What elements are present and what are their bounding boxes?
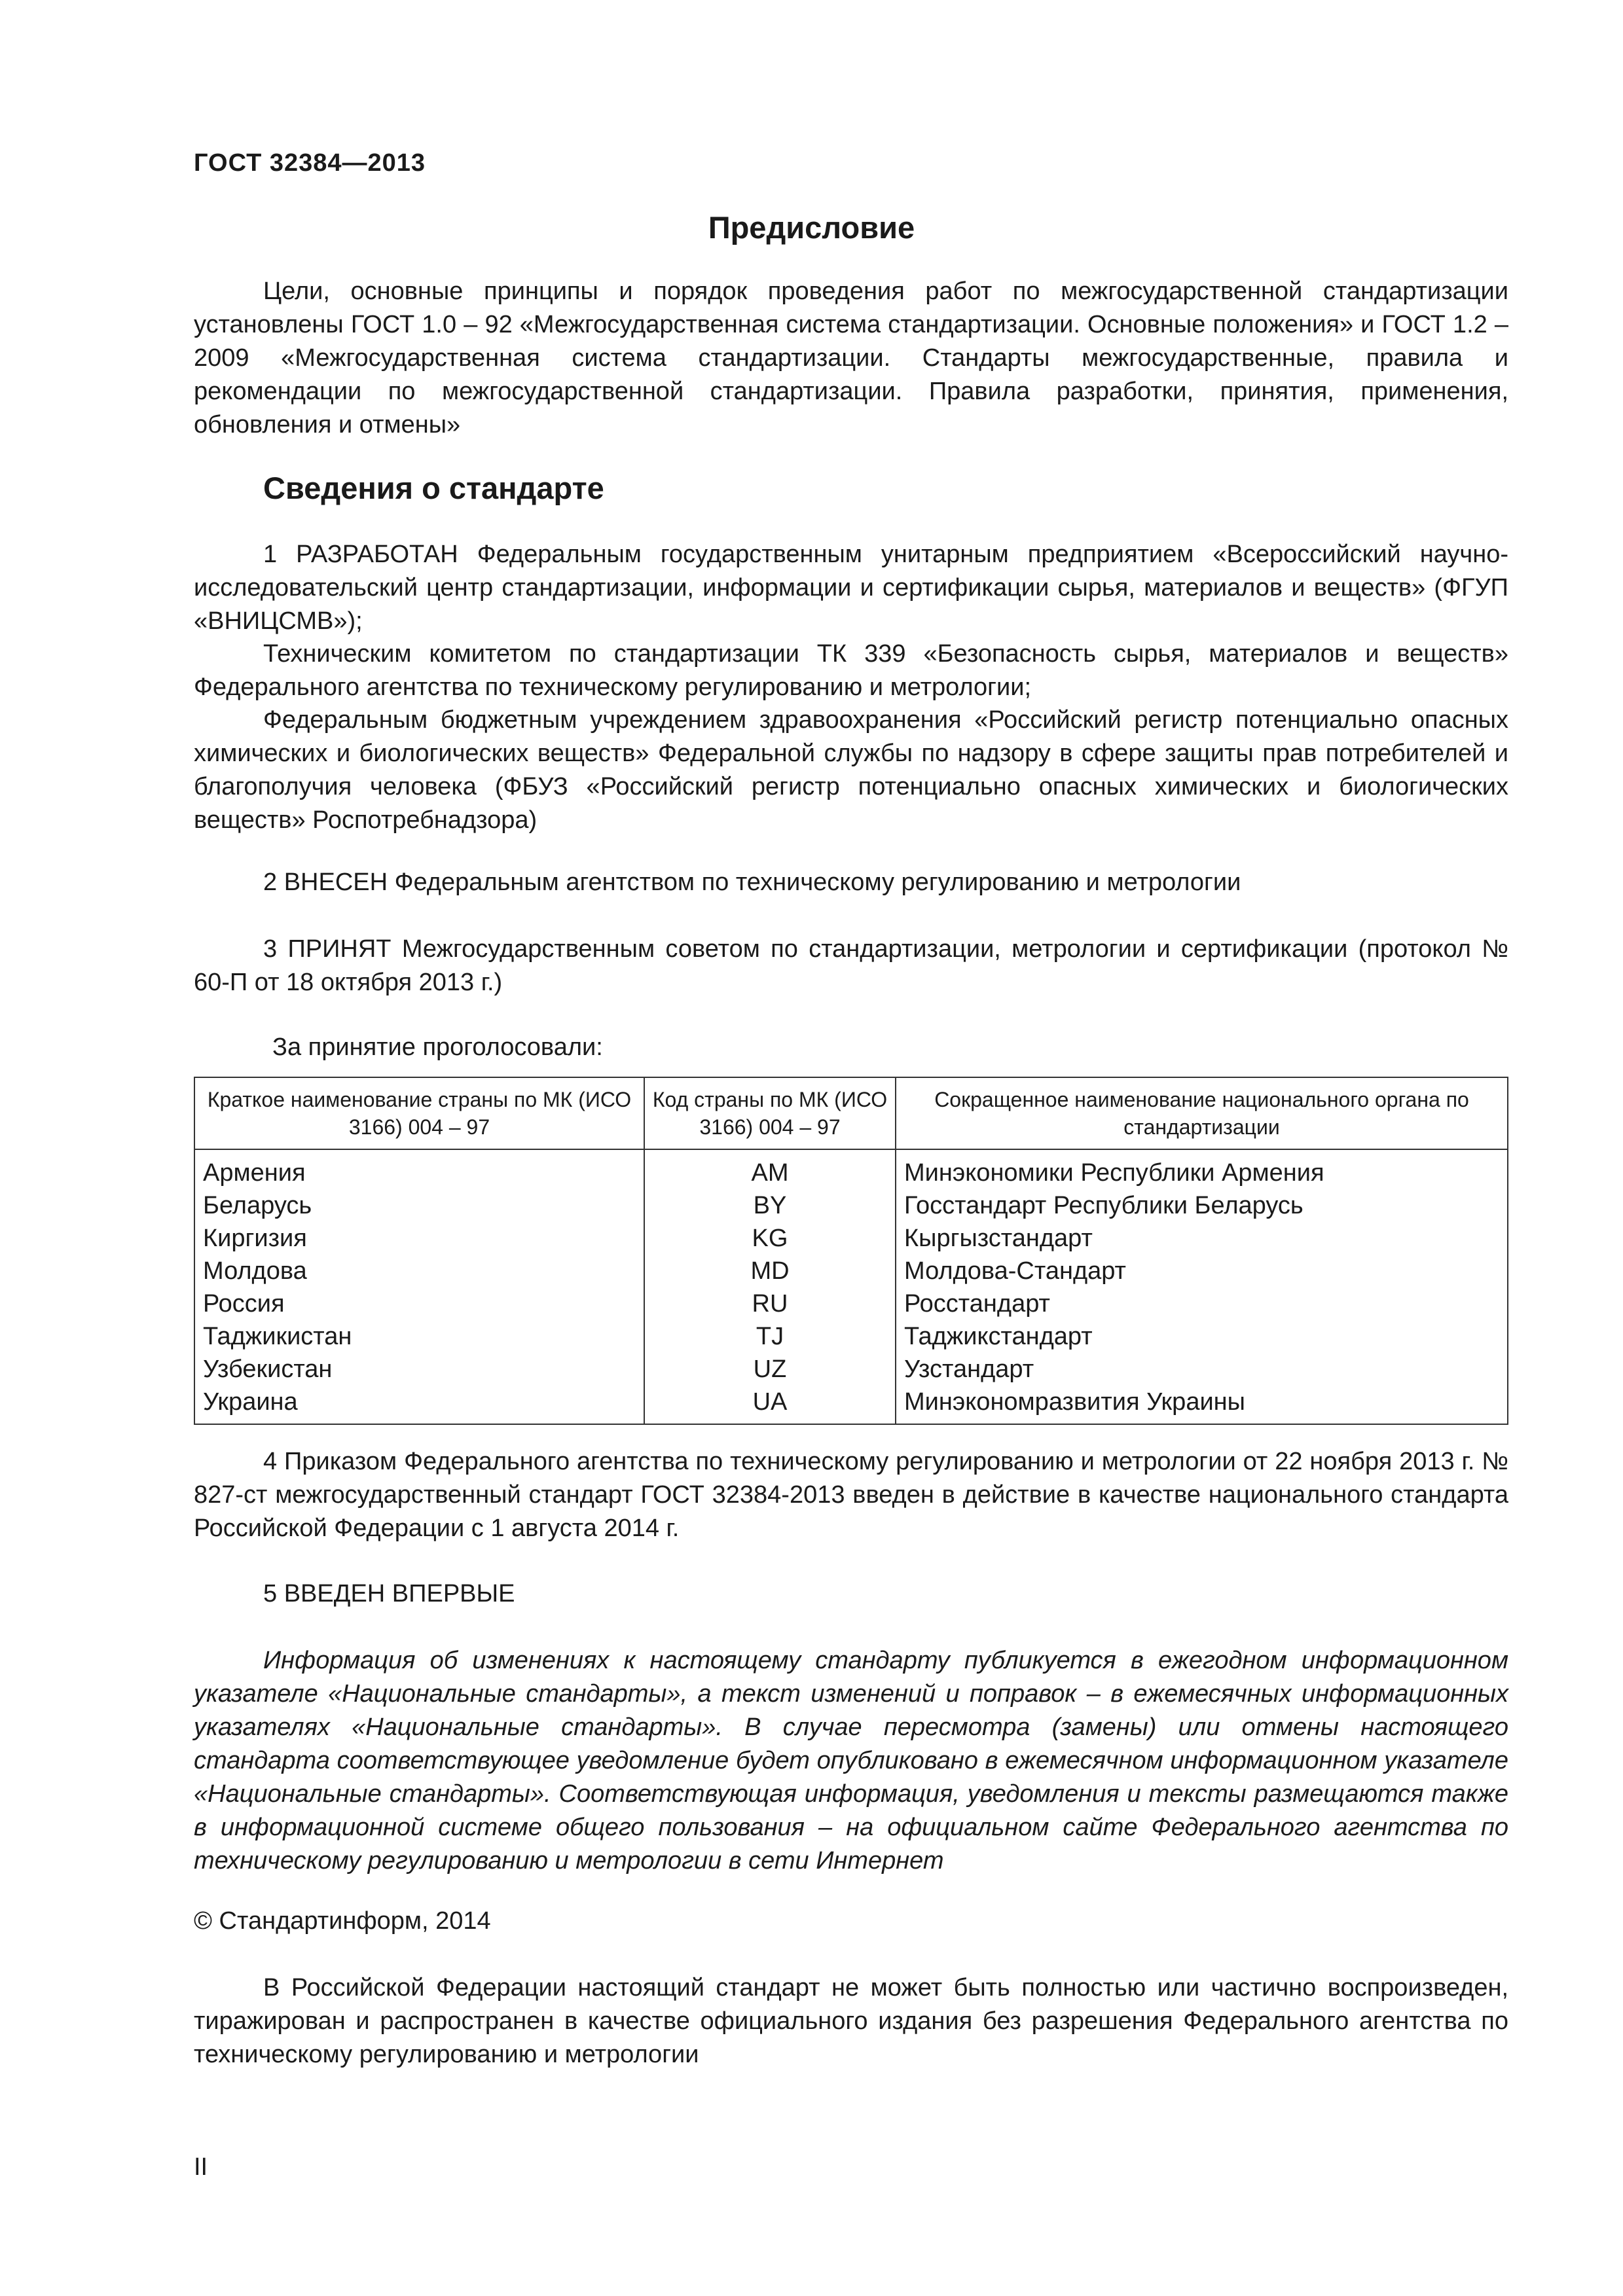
rights-notice (194, 1971, 1508, 2072)
cell-national-body: Госстандарт Республики Беларусь (896, 1189, 1508, 1222)
cell-country: Беларусь (194, 1189, 644, 1222)
cell-code: TJ (644, 1320, 896, 1353)
table-row (194, 1222, 1508, 1255)
item-3-adopted (194, 933, 1508, 999)
cell-code: UZ (644, 1353, 896, 1386)
cell-national-body: Узстандарт (896, 1353, 1508, 1386)
item-1-institution (194, 704, 1508, 837)
cell-national-body: Молдова-Стандарт (896, 1255, 1508, 1287)
header-national-body: Сокращенное наименование национального органа по стандартизации (896, 1077, 1508, 1149)
item-1-committee-text: Техническим комитетом по стандартизации ТК 339 «Безопасность сырья, материалов и веществ» Федерального агентства по техническому регулированию и метрологии; (194, 640, 1508, 701)
cell-national-body: Минэкономразвития Украины (896, 1386, 1508, 1424)
header-country-name: Краткое наименование страны по МК (ИСО 3166) 004 – 97 (194, 1077, 644, 1149)
votes-table (194, 1077, 1508, 1425)
cell-country: Узбекистан (194, 1353, 644, 1386)
table-row (194, 1189, 1508, 1222)
item-3-text: 3 ПРИНЯТ Межгосударственным советом по стандартизации, метрологии и сертификации (протокол № 60-П от 18 октября 2013 г.) (194, 935, 1508, 996)
item-2-text: 2 ВНЕСЕН Федеральным агентством по техническому регулированию и метрологии (263, 869, 1241, 896)
changes-info-text: Информация об изменениях к настоящему стандарту публикуется в ежегодном информационном указателе «Национальные стандарты», а текст изменений и поправок – в ежемесячных информационных указателях «Национальные стандарты». В случае пересмотра (замены) или отмены настоящего стандарта соответствующее уведомление будет опубликовано в ежемесячном информационном указателе «Национальные стандарты». Соответствующая информация, уведомления и тексты размещаются также в информационной системе общего пользования – на официальном сайте Федерального агентства по техническому регулированию и метрологии в сети Интернет (194, 1647, 1508, 1874)
item-1-institution-text: Федеральным бюджетным учреждением здравоохранения «Российский регистр потенциально опасных химических и биологических веществ» Федеральной службы по надзору в сфере защиты прав потребителей и благополучия человека (ФБУЗ «Российский регистр потенциально опасных химических и биологических веществ» Роспотребнадзора) (194, 706, 1508, 834)
rights-text: В Российской Федерации настоящий стандарт не может быть полностью или частично воспроизведен, тиражирован и распространен в качестве официального издания без разрешения Федерального агентства по техническому регулированию и метрологии (194, 1974, 1508, 2068)
about-standard-title: Сведения о стандарте (263, 471, 604, 505)
cell-national-body: Росстандарт (896, 1287, 1508, 1320)
foreword-text: Цели, основные принципы и порядок проведения работ по межгосударственной стандартизации установлены ГОСТ 1.0 – 92 «Межгосударственная система стандартизации. Основные положения» и ГОСТ 1.2 – 2009 «Межгосударственная система стандартизации. Стандарты межгосударственные, правила и рекомендации по межгосударственной стандартизации. Правила разработки, принятия, применения, обновления и отмены» (194, 278, 1508, 439)
table-row (194, 1353, 1508, 1386)
table-row (194, 1386, 1508, 1424)
cell-national-body: Таджикстандарт (896, 1320, 1508, 1353)
cell-country: Молдова (194, 1255, 644, 1287)
cell-code: AM (644, 1149, 896, 1189)
foreword-paragraph (194, 275, 1508, 442)
cell-code: MD (644, 1255, 896, 1287)
cell-code: RU (644, 1287, 896, 1320)
table-row (194, 1255, 1508, 1287)
foreword-title: Предисловие (708, 210, 915, 245)
item-5-first-time (194, 1577, 1508, 1611)
cell-code: KG (644, 1222, 896, 1255)
cell-country: Россия (194, 1287, 644, 1320)
cell-country: Таджикистан (194, 1320, 644, 1353)
cell-national-body: Минэкономики Республики Армения (896, 1149, 1508, 1189)
copyright: © Стандартинформ, 2014 (194, 1907, 491, 1935)
page-number: II (194, 2153, 208, 2181)
table-header-row (194, 1077, 1508, 1149)
votes-intro: За принятие проголосовали: (272, 1033, 603, 1061)
header-country-code: Код страны по МК (ИСО 3166) 004 – 97 (644, 1077, 896, 1149)
changes-info (194, 1644, 1508, 1878)
cell-code: BY (644, 1189, 896, 1222)
item-1-committee (194, 637, 1508, 704)
item-2-introduced (194, 866, 1508, 899)
item-1-developed (194, 538, 1508, 638)
cell-national-body: Кыргызстандарт (896, 1222, 1508, 1255)
item-4-text: 4 Приказом Федерального агентства по техническому регулированию и метрологии от 22 ноября 2013 г. № 827-ст межгосударственный стандарт ГОСТ 32384-2013 введен в действие в качестве национального стандарта Российской Федерации с 1 августа 2014 г. (194, 1448, 1508, 1542)
item-1-text: 1 РАЗРАБОТАН Федеральным государственным унитарным предприятием «Всероссийский научно-исследовательский центр стандартизации, информации и сертификации сырья, материалов и веществ» (ФГУП «ВНИЦСМВ»); (194, 541, 1508, 635)
table-row (194, 1149, 1508, 1189)
table-row (194, 1320, 1508, 1353)
cell-country: Украина (194, 1386, 644, 1424)
table-row (194, 1287, 1508, 1320)
item-5-text: 5 ВВЕДЕН ВПЕРВЫЕ (263, 1580, 515, 1607)
cell-code: UA (644, 1386, 896, 1424)
cell-country: Армения (194, 1149, 644, 1189)
document-code: ГОСТ 32384—2013 (194, 149, 426, 177)
cell-country: Киргизия (194, 1222, 644, 1255)
item-4-order (194, 1445, 1508, 1545)
